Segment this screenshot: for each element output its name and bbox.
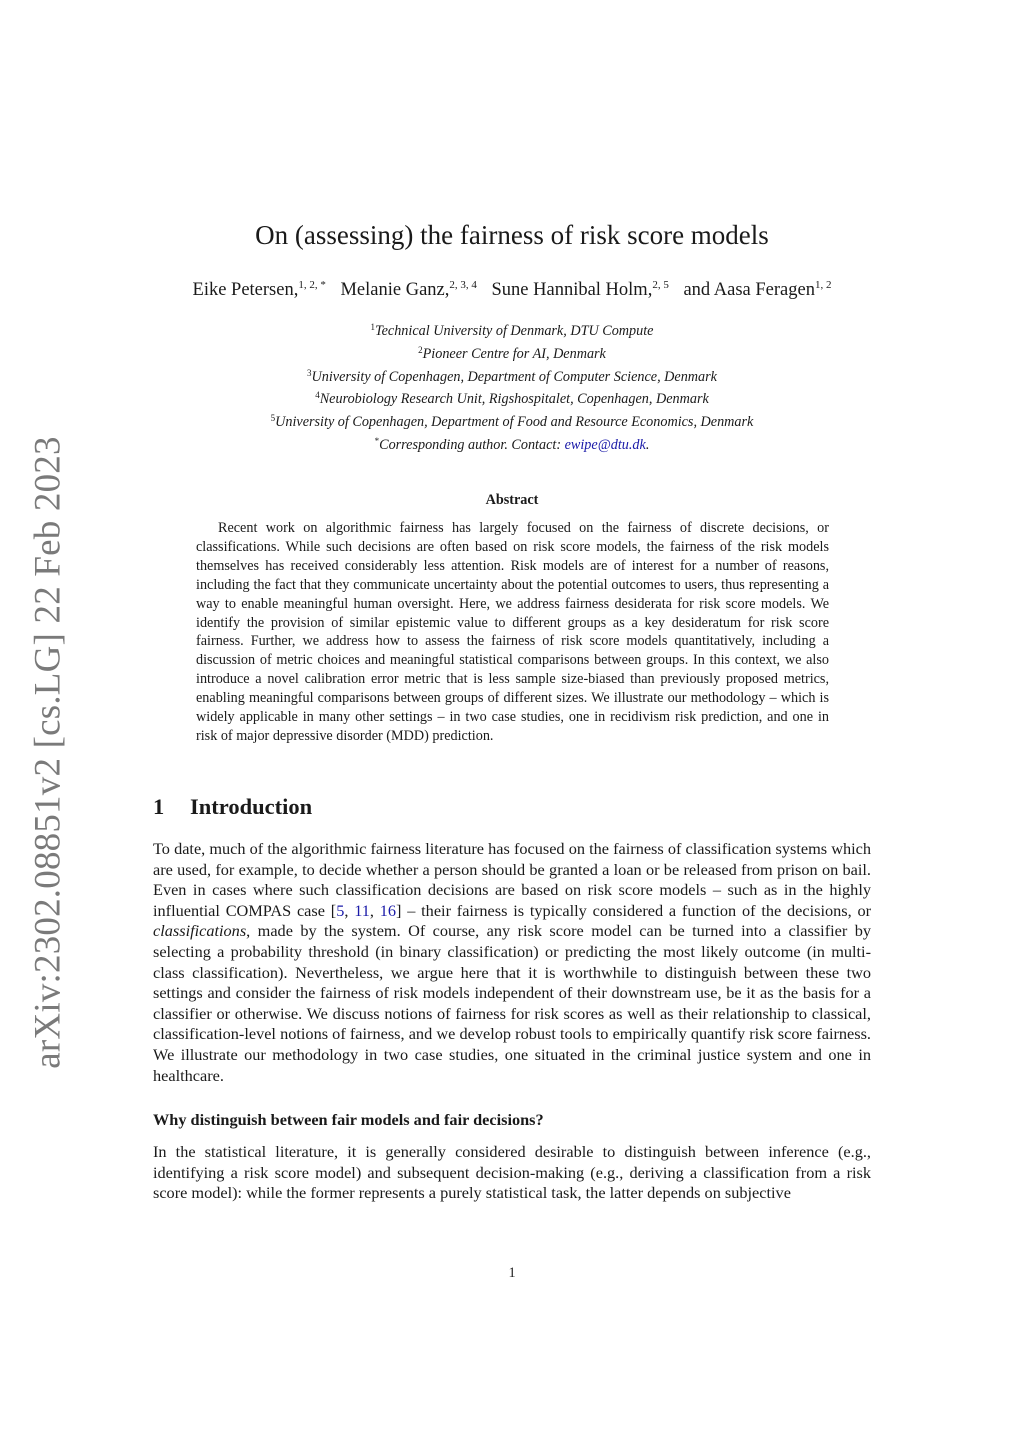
author-name: Eike Petersen,: [192, 280, 299, 300]
affiliation: [0, 409, 1024, 432]
affiliation-marker: 3: [307, 367, 312, 378]
second-paragraph: In the statistical literature, it is generally considered desirable to distinguish between inference (e.g., identifying a risk score model) and subsequent decision-making (e.g., deriving a classification from a risk score model): while the former represents a purely statistical task, the latter depends on subjective: [153, 1142, 871, 1203]
affiliation-marker: 1: [370, 322, 376, 332]
affiliation-text: Technical University of Denmark, DTU Compute: [375, 323, 654, 339]
author: [340, 280, 476, 300]
author-name: Sune Hannibal Holm,: [491, 280, 653, 300]
page-number: 1: [508, 1265, 516, 1281]
citation-separator: ,: [369, 900, 380, 920]
affiliation: [0, 318, 1024, 341]
author-affiliation-marker: 1, 2, *: [298, 279, 326, 291]
contact-email-link[interactable]: ewipe@dtu.dk: [564, 436, 646, 453]
abstract-text: Recent work on algorithmic fairness has largely focused on the fairness of discrete decisions, or classifications. While such decisions are often based on risk score models, the fairness of the risk models themselves has received considerably less attention. Risk models are of interest for a number of reasons, including the fact that they communicate uncertainty about the potential outcomes to users, thus representing a way to enable meaningful human oversight. Here, we address fairness desiderata for risk score models. We identify the provision of similar epistemic value to different groups as a key desideratum for risk score fairness. Further, we address how to assess the fairness of risk score models quantitatively, including a discussion of metric choices and meaningful statistical comparisons between groups. In this context, we also introduce a novel calibration error metric that is less sample size-biased than previously proposed metrics, enabling meaningful comparisons between groups of different sizes. We illustrate our methodology – which is widely applicable in many other settings – in two case studies, one in recidivism risk prediction, and one in risk of major depressive disorder (MDD) prediction.: [196, 520, 829, 744]
affiliation-text: Neurobiology Research Unit, Rigshospitalet, Copenhagen, Denmark: [319, 391, 709, 408]
author: [193, 280, 326, 300]
arxiv-identifier: arXiv:2302.08851v2 [cs.LG] 22 Feb 2023: [27, 435, 69, 1069]
affiliation: [0, 364, 1024, 387]
citation-link[interactable]: 11: [354, 900, 370, 920]
affiliation-marker: 2: [418, 344, 423, 355]
affiliation-marker: 4: [315, 390, 320, 401]
affiliation-text: Pioneer Centre for AI, Denmark: [422, 345, 606, 362]
abstract-heading: Abstract: [485, 492, 539, 508]
citation-separator: ,: [344, 900, 355, 920]
affiliation-text: University of Copenhagen, Department of Food and Resource Economics, Denmark: [275, 414, 754, 431]
corresponding-marker: *: [374, 435, 380, 446]
arxiv-stamp: [8, 435, 88, 1069]
affiliation-list: [0, 318, 1024, 455]
section-title: Introduction: [190, 794, 313, 819]
citation-link[interactable]: 5: [336, 900, 345, 920]
citation-link[interactable]: 16: [379, 900, 397, 920]
corresponding-end: .: [645, 436, 650, 453]
author-name: and Aasa Feragen: [683, 280, 815, 300]
paper-title: On (assessing) the fairness of risk score models: [255, 220, 769, 250]
author-name: Melanie Ganz,: [340, 280, 450, 300]
affiliation-marker: 5: [270, 413, 276, 424]
corresponding-author: [0, 432, 1024, 455]
affiliation: [0, 341, 1024, 364]
affiliation: [0, 386, 1024, 409]
author-affiliation-marker: 2, 5: [652, 279, 669, 291]
author: [492, 280, 669, 300]
intro-emphasis: classifications: [153, 921, 247, 941]
section-heading: [153, 794, 312, 820]
author-list: [0, 279, 1024, 301]
author-affiliation-marker: 1, 2: [814, 279, 832, 291]
intro-text-part2: ] – their fairness is typically considered a function of the decisions, or: [396, 900, 872, 920]
corresponding-text: Corresponding author. Contact:: [379, 436, 565, 453]
subsection-heading: Why distinguish between fair models and fair decisions?: [153, 1110, 544, 1129]
author: [683, 280, 831, 300]
author-affiliation-marker: 2, 3, 4: [449, 279, 477, 291]
affiliation-text: University of Copenhagen, Department of Computer Science, Denmark: [311, 368, 717, 385]
section-number: 1: [153, 794, 165, 819]
intro-text-part1: To date, much of the algorithmic fairness literature has focused on the fairness of classification systems which are used, for example, to decide whether a person should be granted a loan or be released from prison on bail. Even in cases where such classification decisions are based on risk score models – such as in the highly influential COMPAS case [: [153, 839, 871, 920]
intro-text-part3: , made by the system. Of course, any risk score model can be turned into a classifier by selecting a probability threshold (in binary classification) or predicting the most likely outcome (in multi-class classification). Nevertheless, we argue here that it is worthwhile to distinguish between these two settings and consider the fairness of risk models independent of their downstream use, be it as the basis for a classifier or otherwise. We discuss notions of fairness for risk scores as well as their relationship to classical, classification-level notions of fairness, and we develop robust tools to empirically quantify risk score fairness. We illustrate our methodology in two case studies, one situated in the criminal justice system and one in healthcare.: [153, 921, 871, 1085]
intro-paragraph: [153, 839, 871, 1086]
